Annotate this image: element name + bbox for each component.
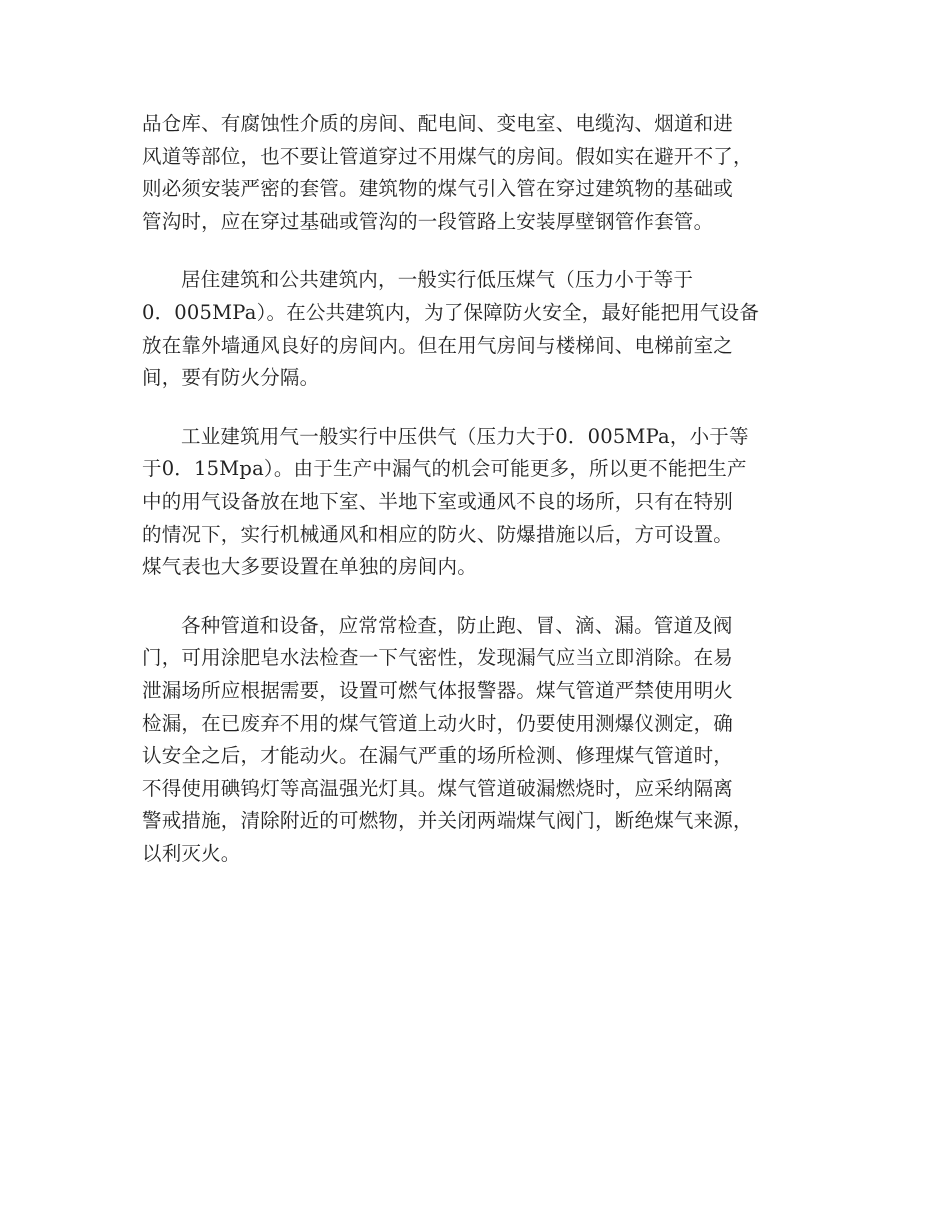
text-line: 管沟时，应在穿过基础或管沟的一段管路上安装厚壁钢管作套管。 <box>142 209 714 233</box>
text-line: 间，要有防火分隔。 <box>142 366 320 390</box>
text-line: 不得使用碘钨灯等高温强光灯具。煤气管道破漏燃烧时，应采纳隔离 <box>142 776 734 800</box>
paragraph-1 <box>142 108 806 238</box>
text-line: 以利灭火。 <box>142 841 241 865</box>
text-line: 则必须安装严密的套管。建筑物的煤气引入管在穿过建筑物的基础或 <box>142 177 734 201</box>
text-line: 认安全之后，才能动火。在漏气严重的场所检测、修理煤气管道时， <box>142 744 734 768</box>
text-line: 的情况下，实行机械通风和相应的防火、防爆措施以后，方可设置。 <box>142 522 734 546</box>
text-line: 工业建筑用气一般实行中压供气（压力大于0．005MPa，小于等 <box>181 424 749 448</box>
text-line: 各种管道和设备，应常常检查，防止跑、冒、滴、漏。管道及阀 <box>181 613 733 637</box>
paragraph-2 <box>142 264 806 394</box>
text-line: 泄漏场所应根据需要，设置可燃气体报警器。煤气管道严禁使用明火 <box>142 678 734 702</box>
text-line: 煤气表也大多要设置在单独的房间内。 <box>142 555 477 579</box>
text-line: 门，可用涂肥皂水法检查一下气密性，发现漏气应当立即消除。在易 <box>142 646 734 670</box>
text-line: 风道等部位，也不要让管道穿过不用煤气的房间。假如实在避开不了， <box>142 144 753 168</box>
text-line: 检漏，在已废弃不用的煤气管道上动火时，仍要使用测爆仪测定，确 <box>142 711 734 735</box>
text-line: 0．005MPa）。在公共建筑内，为了保障防火安全，最好能把用气设备 <box>142 300 760 324</box>
text-line: 居住建筑和公共建筑内，一般实行低压煤气（压力小于等于 <box>181 268 694 292</box>
text-line: 于0．15Mpa）。由于生产中漏气的机会可能更多，所以更不能把生产 <box>142 457 747 481</box>
text-line: 放在靠外墙通风良好的房间内。但在用气房间与楼梯间、电梯前室之 <box>142 333 734 357</box>
text-line: 中的用气设备放在地下室、半地下室或通风不良的场所，只有在特别 <box>142 489 734 513</box>
paragraph-3 <box>142 421 806 584</box>
text-line: 品仓库、有腐蚀性介质的房间、配电间、变电室、电缆沟、烟道和进 <box>142 112 734 135</box>
paragraph-4 <box>142 610 806 871</box>
text-line: 警戒措施，清除附近的可燃物，并关闭两端煤气阀门，断绝煤气来源， <box>142 809 753 833</box>
document-body <box>142 108 806 896</box>
